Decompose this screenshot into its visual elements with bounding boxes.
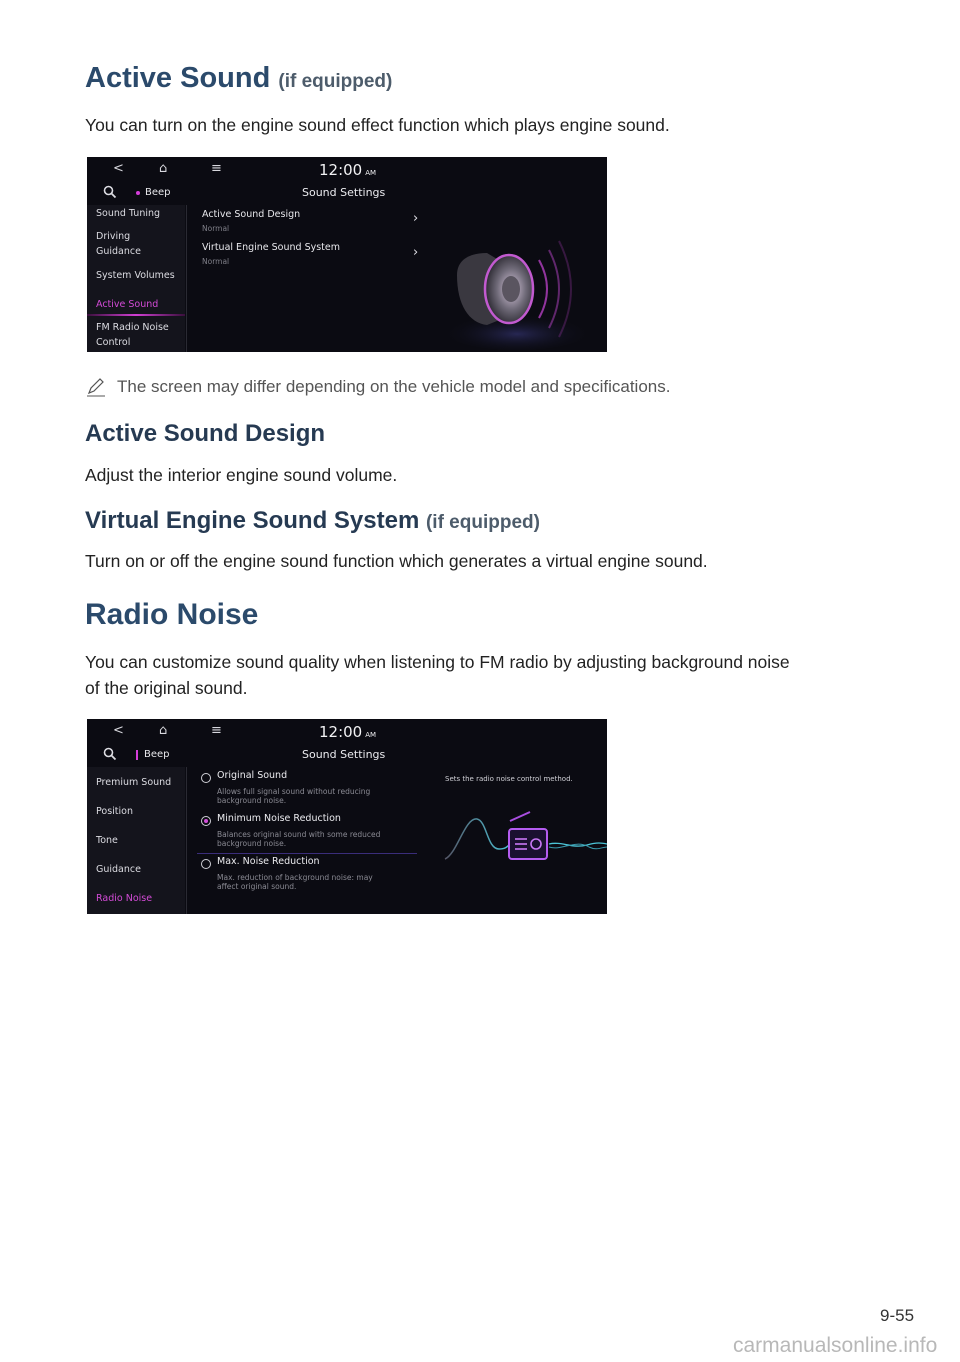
hint-text: Sets the radio noise control method. <box>445 775 573 783</box>
option-original-sound[interactable]: Original Sound <box>217 770 288 781</box>
search-icon[interactable] <box>103 185 117 199</box>
sidebar-item-premium-sound[interactable]: Premium Sound <box>96 777 172 788</box>
sidebar-item-driving-guidance[interactable]: Driving Guidance <box>96 231 141 257</box>
divider <box>186 205 187 352</box>
option-minimum-noise-reduction[interactable]: Minimum Noise Reduction <box>217 813 341 824</box>
sidebar-item-active-sound[interactable]: Active Sound <box>96 299 159 310</box>
row-virtual-engine-sound-system[interactable]: Virtual Engine Sound System <box>202 242 341 253</box>
divider <box>186 767 187 914</box>
radio-minimum-noise-reduction[interactable] <box>201 816 211 826</box>
heading-radio-noise: Radio Noise <box>85 598 259 631</box>
beep-mode[interactable] <box>136 749 170 760</box>
vess-title-suffix: (if equipped) <box>425 512 540 533</box>
row-active-sound-design[interactable]: Active Sound Design <box>202 209 301 220</box>
pencil-note-icon <box>85 376 107 398</box>
active-item-underline <box>87 314 185 316</box>
sound-settings-screen-1 <box>87 157 607 352</box>
active-sound-design-text: Adjust the interior engine sound volume. <box>85 465 398 485</box>
vess-text: Turn on or off the engine sound function which generates a virtual engine sound. <box>85 551 708 571</box>
home-icon[interactable]: ⌂ <box>159 161 168 176</box>
radio-noise-text-line2: of the original sound. <box>85 678 248 698</box>
clock-ampm: AM <box>365 731 377 739</box>
page-number: 9-55 <box>880 1306 915 1325</box>
option-max-noise-reduction-desc-1: Max. reduction of background noise: may <box>217 873 373 882</box>
beep-indicator-icon <box>136 750 138 760</box>
clock-time: 12:00 <box>319 161 363 179</box>
screen-title: Sound Settings <box>302 748 386 761</box>
section-title-active-sound <box>85 62 392 95</box>
radio-original-sound[interactable] <box>201 773 211 783</box>
option-minimum-noise-reduction-desc-2: background noise. <box>217 839 287 848</box>
clock-ampm: AM <box>365 169 377 177</box>
note-text: The screen may differ depending on the vehicle model and specifications. <box>117 377 671 396</box>
beep-label: Beep <box>145 187 171 198</box>
heading-active-sound-design: Active Sound Design <box>85 420 326 447</box>
beep-mode[interactable] <box>136 187 171 198</box>
speaker-icon <box>427 205 607 352</box>
option-max-noise-reduction[interactable]: Max. Noise Reduction <box>217 856 320 867</box>
sidebar-item-guidance[interactable]: Guidance <box>96 864 141 875</box>
back-icon[interactable]: < <box>113 723 124 738</box>
home-icon[interactable]: ⌂ <box>159 723 168 738</box>
row-active-sound-design-value: Normal <box>202 224 230 233</box>
active-sound-intro: You can turn on the engine sound effect function which plays engine sound. <box>85 115 670 135</box>
clock <box>319 161 376 179</box>
radio-noise-text-line1: You can customize sound quality when listening to FM radio by adjusting background noise <box>85 652 790 672</box>
option-minimum-noise-reduction-desc-1: Balances original sound with some reduced <box>217 830 381 839</box>
heading-vess <box>85 507 540 535</box>
note <box>85 376 670 398</box>
sidebar-item-tone[interactable]: Tone <box>96 835 118 846</box>
option-max-noise-reduction-desc-2: affect original sound. <box>217 882 297 891</box>
chevron-right-icon[interactable]: › <box>413 245 419 260</box>
sidebar-item-position[interactable]: Position <box>96 806 133 817</box>
search-icon[interactable] <box>103 747 117 761</box>
clock-time: 12:00 <box>319 723 363 741</box>
radio-max-noise-reduction[interactable] <box>201 859 211 869</box>
section-title-text: Active Sound <box>85 62 271 94</box>
section-title-suffix: (if equipped) <box>278 71 393 92</box>
beep-label: Beep <box>144 749 170 760</box>
sidebar-item-system-volumes[interactable]: System Volumes <box>96 270 175 281</box>
watermark: carmanualsonline.info <box>733 1334 938 1357</box>
option-original-sound-desc-1: Allows full signal sound without reducing <box>217 787 371 796</box>
back-icon[interactable]: < <box>113 161 124 176</box>
vess-title-text: Virtual Engine Sound System <box>85 507 420 534</box>
option-original-sound-desc-2: background noise. <box>217 796 287 805</box>
sidebar-item-radio-noise[interactable]: Radio Noise <box>96 893 153 904</box>
chevron-right-icon[interactable]: › <box>413 211 419 226</box>
sidebar-item-sound-tuning[interactable]: Sound Tuning <box>96 208 161 219</box>
menu-icon[interactable]: ≡ <box>211 161 222 176</box>
radio-icon <box>437 809 607 889</box>
beep-indicator-icon <box>136 191 140 195</box>
row-virtual-engine-sound-system-value: Normal <box>202 257 230 266</box>
sidebar-item-fm-radio-noise-control[interactable]: FM Radio Noise Control <box>96 322 169 348</box>
selected-option-underline <box>197 853 417 854</box>
menu-icon[interactable]: ≡ <box>211 723 222 738</box>
clock <box>319 723 376 741</box>
screen-title: Sound Settings <box>302 186 386 199</box>
sound-settings-screen-2 <box>87 719 607 914</box>
